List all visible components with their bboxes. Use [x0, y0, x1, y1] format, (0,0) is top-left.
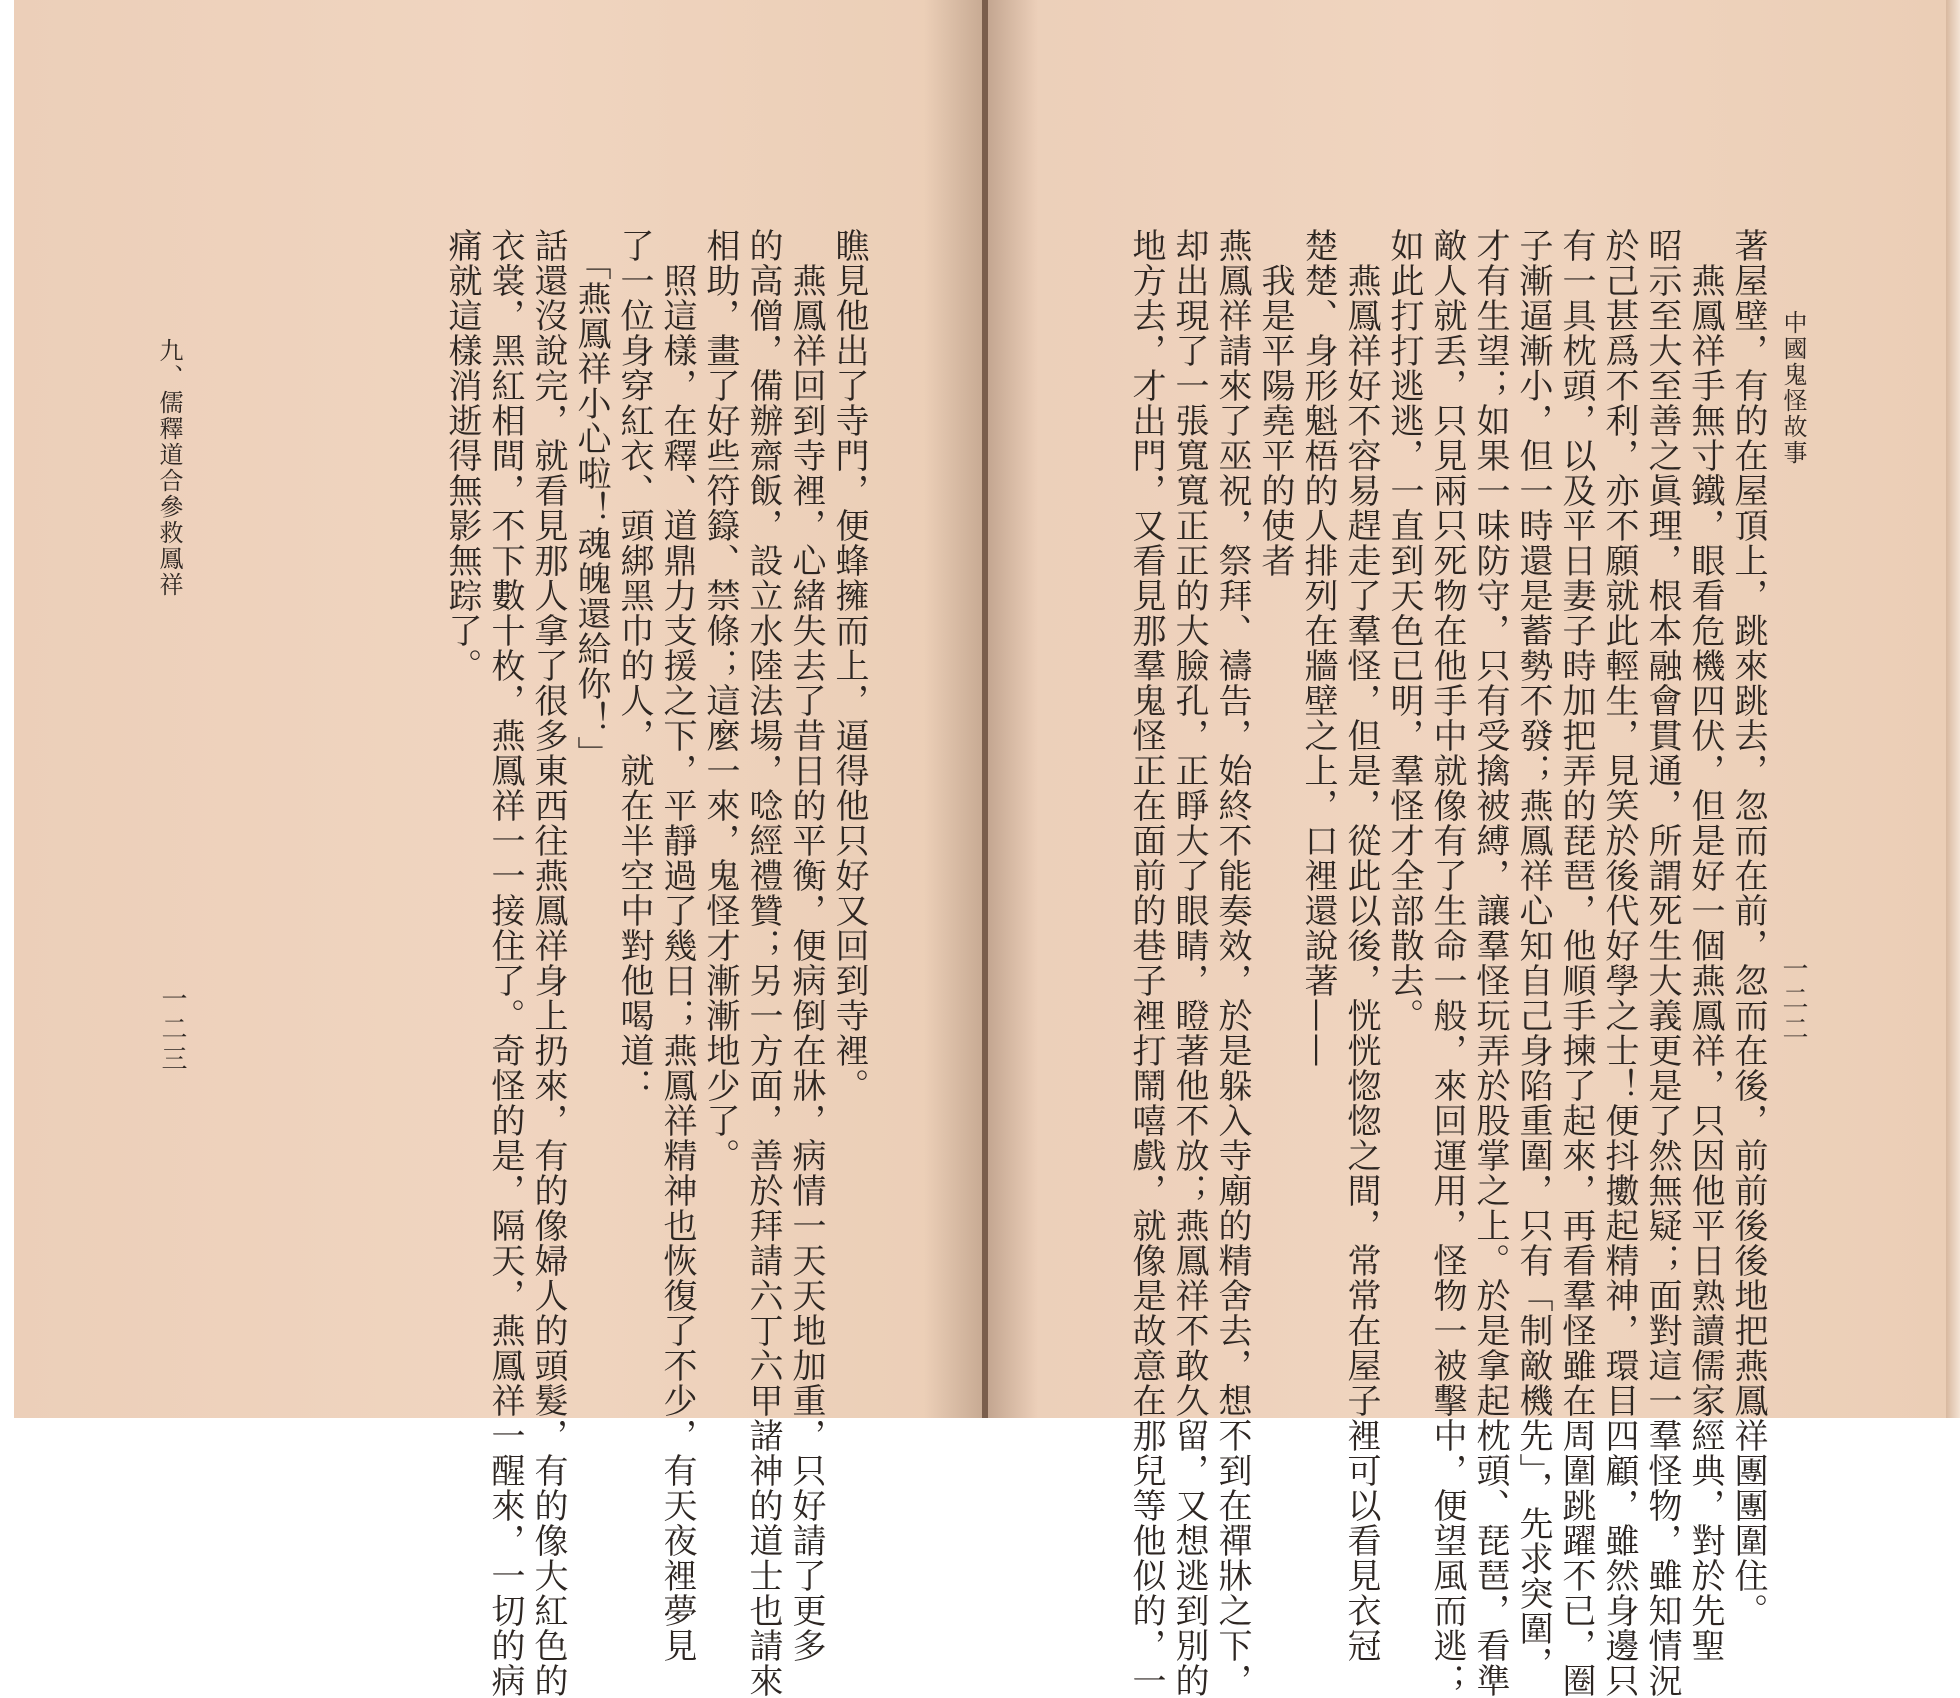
body-line: 痛就這樣消逝得無影無踪了。	[442, 228, 482, 683]
body-line: 「燕鳳祥小心啦！魂魄還給你！」	[571, 228, 611, 771]
body-line: 却出現了一張寬寬正正的大臉孔，正睜大了眼睛，瞪著他不放；燕鳳祥不敢久留，又想逃到別的	[1169, 228, 1209, 1698]
running-head: 中國鬼怪故事	[1779, 310, 1807, 466]
body-line: 衣裳，黑紅相間，不下數十枚，燕鳳祥一一接住了。奇怪的是，隔天，燕鳳祥一醒來，一切的病	[485, 228, 525, 1698]
page-edge	[1946, 0, 1960, 1418]
body-line: 昭示至大至善之眞理，根本融會貫通，所謂死生大義更是了然無疑；面對這一羣怪物，雖知情況	[1642, 228, 1682, 1698]
body-line: 瞧見他出了寺門，便蜂擁而上，逼得他只好又回到寺裡。	[829, 228, 869, 1103]
body-line: 照這樣，在釋、道鼎力支援之下，平靜過了幾日；燕鳳祥精神也恢復了不少，有天夜裡夢見	[657, 228, 697, 1663]
body-line: 了一位身穿紅衣、頭綁黑巾的人，就在半空中對他喝道：	[614, 228, 654, 1103]
body-line: 敵人就丢，只見兩只死物在他手中就像有了生命一般，來回運用，怪物一被擊中，便望風而逃；	[1427, 228, 1467, 1698]
body-line: 燕鳳祥手無寸鐵，眼看危機四伏，但是好一個燕鳳祥，只因他平日熟讀儒家經典，對於先聖	[1685, 228, 1725, 1663]
body-line: 子漸逼漸小，但一時還是蓄勢不發；燕鳳祥心知自己身陷重圍，只有「制敵機先」，先求突圍，	[1513, 228, 1553, 1681]
body-line: 話還沒說完，就看見那人拿了很多東西往燕鳳祥身上扔來，有的像婦人的頭髮，有的像大紅色的	[528, 228, 568, 1698]
right-page	[988, 0, 1946, 1698]
chapter-title: 九、儒釋道合參救鳳祥	[155, 338, 183, 598]
page-number: 一二三	[157, 985, 187, 1075]
body-line: 燕鳳祥請來了巫祝，祭拜、禱告，始終不能奏效，於是躲入寺廟的精舍去，想不到在禪牀之下，	[1212, 228, 1252, 1698]
body-line: 的高僧，備辦齋飯，設立水陸法場，唸經禮贊；另一方面，善於拜請六丁六甲諸神的道士也請來	[743, 228, 783, 1698]
body-line: 才有生望；如果一味防守，只有受擒被縛，讓羣怪玩弄於股掌之上。於是拿起枕頭、琵琶，看準	[1470, 228, 1510, 1698]
left-gutter-shadow	[924, 0, 984, 1418]
body-line: 燕鳳祥回到寺裡，心緒失去了昔日的平衡，便病倒在牀，病情一天天地加重，只好請了更多	[786, 228, 826, 1663]
left-page	[14, 0, 984, 1698]
body-line: 著屋壁，有的在屋頂上，跳來跳去，忽而在前，忽而在後，前前後後地把燕鳳祥團團圍住。	[1728, 228, 1768, 1628]
right-gutter-shadow	[988, 0, 1038, 1418]
body-line: 我是平陽堯平的使者	[1255, 228, 1295, 578]
body-line: 地方去，才出門，又看見那羣鬼怪正在面前的巷子裡打鬧嘻戲，就像是故意在那兒等他似的，一	[1126, 228, 1166, 1698]
body-line: 楚楚、身形魁梧的人排列在牆壁之上，口裡還說著——	[1298, 228, 1338, 1068]
page-number: 一二二	[1778, 955, 1808, 1045]
body-line: 有一具枕頭，以及平日妻子時加把弄的琵琶，他順手揀了起來，再看羣怪雖在周圍跳躍不已，圈	[1556, 228, 1596, 1698]
body-line: 如此打打逃逃，一直到天色已明，羣怪才全部散去。	[1384, 228, 1424, 1033]
body-line: 相助，畫了好些符籙、禁條；這麼一來，鬼怪才漸漸地少了。	[700, 228, 740, 1173]
body-line: 燕鳳祥好不容易趕走了羣怪，但是，從此以後，恍恍惚惚之間，常常在屋子裡可以看見衣冠	[1341, 228, 1381, 1663]
body-line: 於己甚爲不利，亦不願就此輕生，見笑於後代好學之士！便抖擻起精神，環目四顧，雖然身邊只	[1599, 228, 1639, 1698]
